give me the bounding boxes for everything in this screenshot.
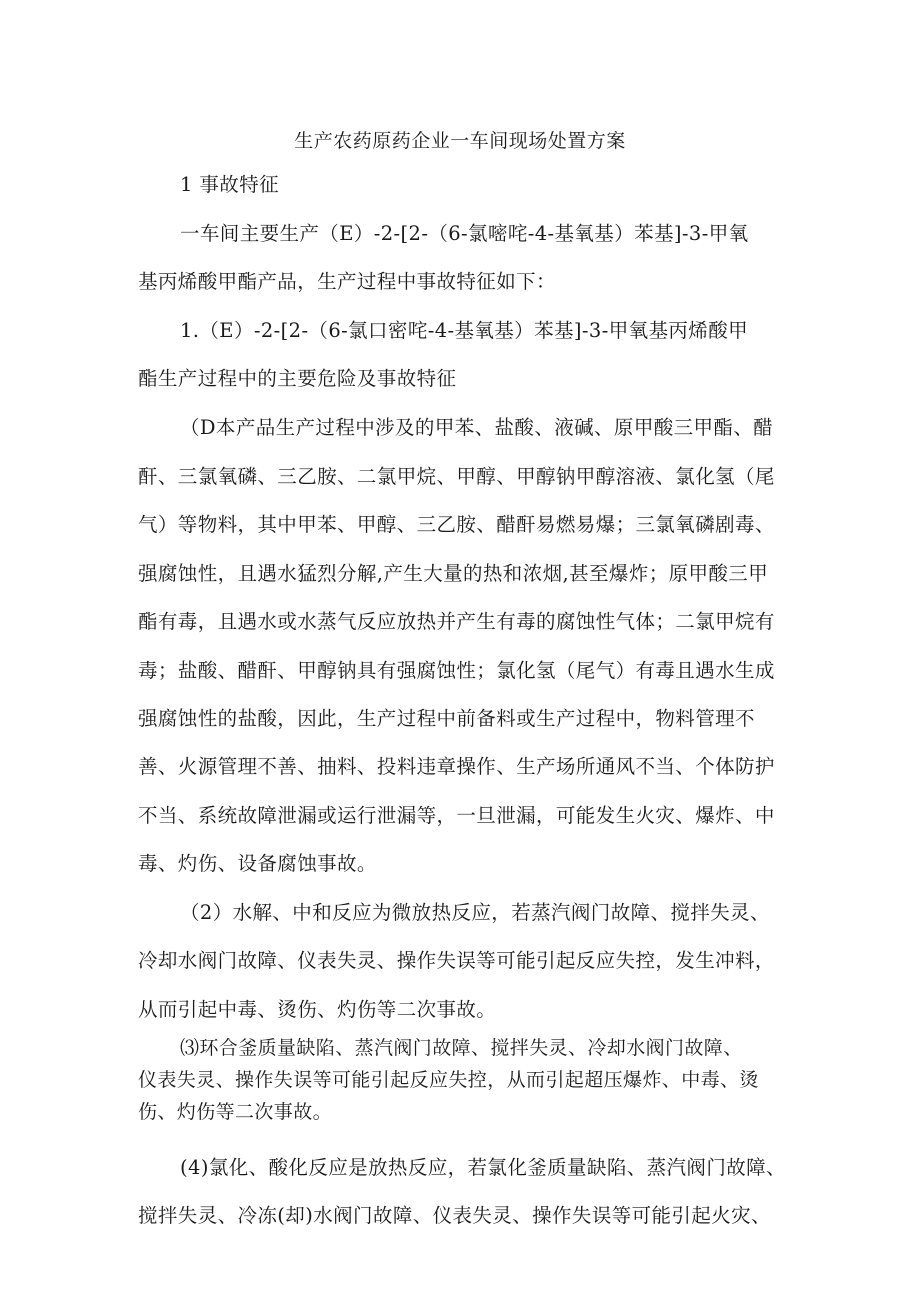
paragraph-line: 毒；盐酸、醋酐、甲醇钠具有强腐蚀性；氯化氢（尾气）有毒且遇水生成 [138, 659, 775, 682]
paragraph-line: 从而引起中毒、烫伤、灼伤等二次事故。 [138, 998, 497, 1021]
paragraph-line: 基丙烯酸甲酯产品，生产过程中事故特征如下： [138, 270, 556, 293]
section-heading: 1 事故特征 [180, 173, 280, 196]
paragraph-line: (4)氯化、酸化反应是放热反应，若氯化釜质量缺陷、蒸汽阀门故障、 [180, 1156, 786, 1179]
paragraph-line: 酯有毒，且遇水或水蒸气反应放热并产生有毒的腐蚀性气体；二氯甲烷有 [138, 610, 775, 633]
paragraph-line: （D本产品生产过程中涉及的甲苯、盐酸、液碱、原甲酸三甲酯、醋 [180, 416, 774, 439]
paragraph-line: 善、火源管理不善、抽料、投料违章操作、生产场所通风不当、个体防护 [138, 755, 775, 778]
paragraph-line: 毒、灼伤、设备腐蚀事故。 [138, 852, 377, 875]
paragraph-line: 仪表失灵、操作失误等可能引起反应失控，从而引起超压爆炸、中毒、烫 [138, 1069, 759, 1091]
paragraph-line: 一车间主要生产（E）-2-[2-（6-氯嘧咤-4-基氧基）苯基]-3-甲氧 [180, 222, 749, 245]
paragraph-line: 强腐蚀性，且遇水猛烈分解,产生大量的热和浓烟,甚至爆炸；原甲酸三甲 [138, 562, 769, 585]
paragraph-line: 强腐蚀性的盐酸，因此，生产过程中前备料或生产过程中，物料管理不 [138, 707, 755, 730]
paragraph-line: 不当、系统故障泄漏或运行泄漏等，一旦泄漏，可能发生火灾、爆炸、中 [138, 804, 775, 827]
paragraph-line: ⑶环合釜质量缺陷、蒸汽阀门故障、搅拌失灵、冷却水阀门故障、 [180, 1037, 743, 1059]
paragraph-line: 气）等物料，其中甲苯、甲醇、三乙胺、醋酐易燃易爆；三氯氧磷剧毒、 [138, 513, 775, 536]
paragraph-line: 1.（E）-2-[2-（6-氯口密咤-4-基氧基）苯基]-3-甲氧基丙烯酸甲 [180, 319, 748, 342]
paragraph-line: 冷却水阀门故障、仪表失灵、操作失误等可能引起反应失控，发生冲料， [138, 949, 775, 972]
paragraph-line: 搅拌失灵、冷冻(却)水阀门故障、仪表失灵、操作失误等可能引起火灾、 [138, 1204, 771, 1227]
paragraph-line: （2）水解、中和反应为微放热反应，若蒸汽阀门故障、搅拌失灵、 [180, 901, 770, 924]
paragraph-line: 酐、三氯氧磷、三乙胺、二氯甲烷、甲醇、甲醇钠甲醇溶液、氯化氢（尾 [138, 465, 775, 488]
document-title: 生产农药原药企业一车间现场处置方案 [294, 130, 626, 152]
paragraph-line: 伤、灼伤等二次事故。 [138, 1101, 333, 1123]
paragraph-line: 酯生产过程中的主要危险及事故特征 [138, 367, 457, 390]
